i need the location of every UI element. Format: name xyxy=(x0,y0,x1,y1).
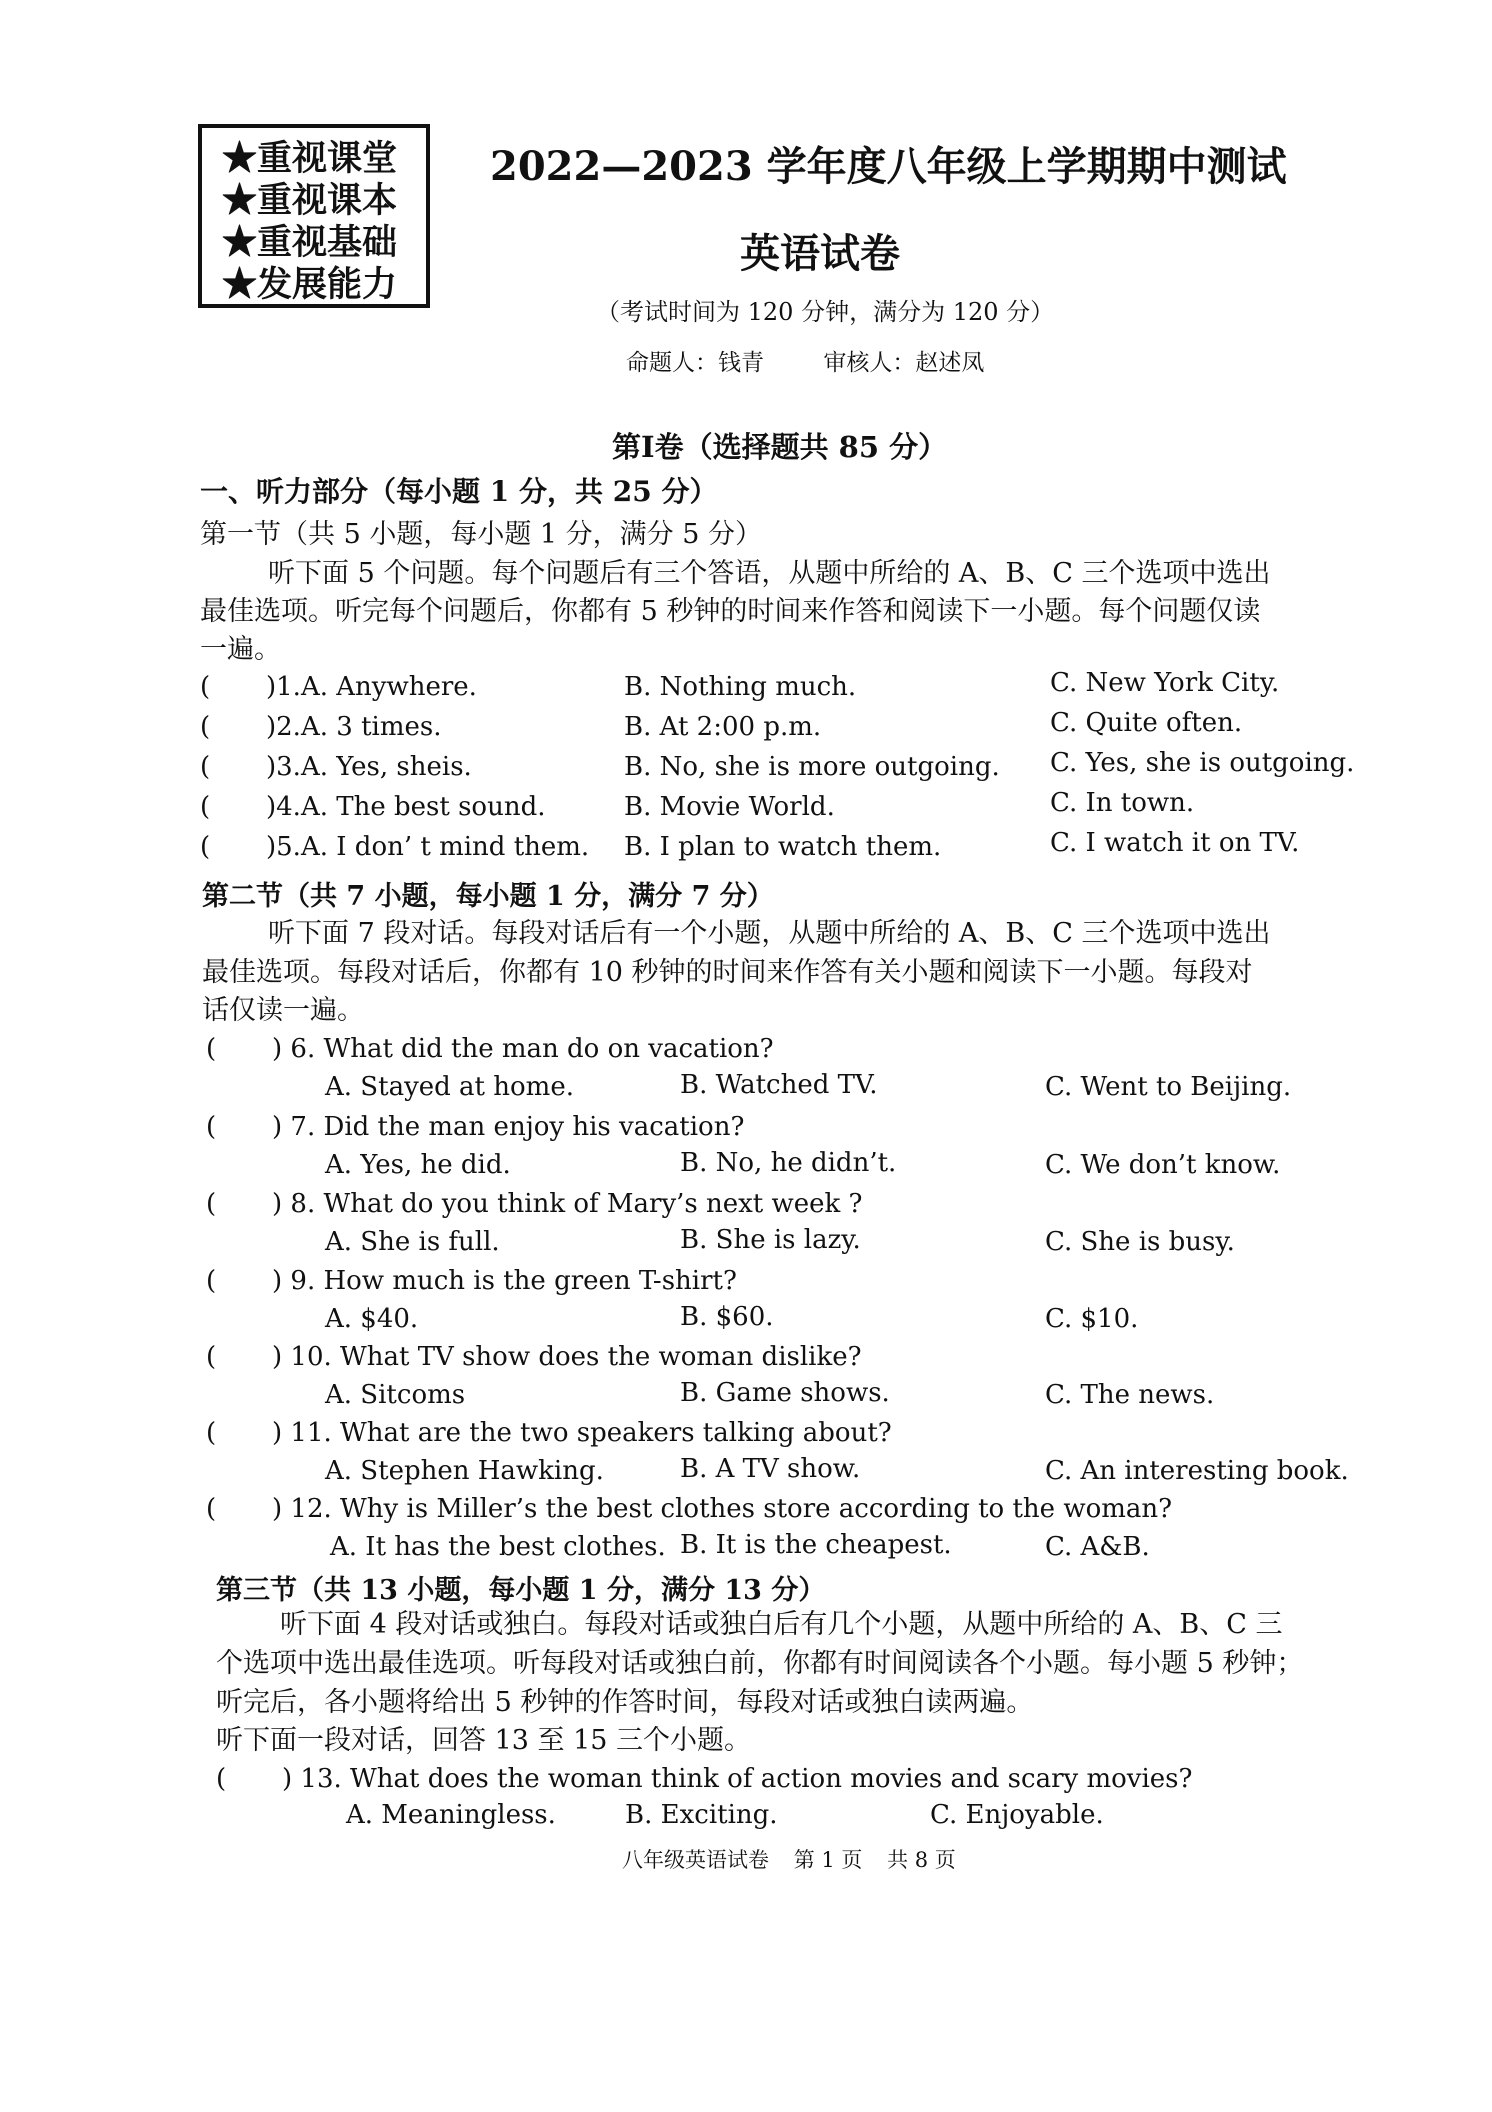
option-c: C. An interesting book. xyxy=(1045,1456,1349,1486)
option-c: C. We don’t know. xyxy=(1045,1150,1281,1180)
question-stem: ( ) 12. Why is Miller’s the best clothes store according to the woman? xyxy=(206,1494,1173,1524)
motto-line: ★发展能力 xyxy=(222,264,398,305)
option-c: C. New York City. xyxy=(1050,668,1280,698)
motto-line: ★重视基础 xyxy=(222,222,398,263)
motto-line: ★重视课本 xyxy=(222,180,398,221)
option-b: B. Exciting. xyxy=(625,1800,778,1830)
question-row: ( )3.A. Yes, sheis. xyxy=(200,752,472,782)
option-c: C. I watch it on TV. xyxy=(1050,828,1300,858)
section3-instr-line: 听下面 4 段对话或独白。每段对话或独白后有几个小题，从题中所给的 A、B、C 三 xyxy=(280,1609,1283,1640)
option-a: A. Stephen Hawking. xyxy=(325,1456,604,1486)
question-row: ( )1.A. Anywhere. xyxy=(200,672,477,702)
option-a: A. Stayed at home. xyxy=(325,1072,574,1102)
question-stem: ( ) 6. What did the man do on vacation? xyxy=(206,1034,774,1064)
option-b: B. Game shows. xyxy=(680,1378,890,1408)
section1-instr-line: 一遍。 xyxy=(200,634,281,665)
option-c: C. Yes, she is outgoing. xyxy=(1050,748,1355,778)
setter: 命题人：钱青 xyxy=(626,350,764,376)
section3-instr-line: 听下面一段对话，回答 13 至 15 三个小题。 xyxy=(216,1725,752,1756)
part-heading: 一、听力部分（每小题 1 分，共 25 分） xyxy=(200,475,718,508)
exam-title: 2022—2023 学年度八年级上学期期中测试 xyxy=(490,143,1287,190)
section3-title: 第三节（共 13 小题，每小题 1 分，满分 13 分） xyxy=(216,1575,826,1606)
option-b: B. Movie World. xyxy=(624,792,835,822)
question-row: ( )5.A. I don’ t mind them. xyxy=(200,832,590,862)
option-c: C. The news. xyxy=(1045,1380,1215,1410)
option-b: B. At 2:00 p.m. xyxy=(624,712,822,742)
option-c: C. Quite often. xyxy=(1050,708,1243,738)
option-c: C. Enjoyable. xyxy=(930,1800,1104,1830)
question-row: ( )2.A. 3 times. xyxy=(200,712,442,742)
footer-label: 八年级英语试卷 xyxy=(622,1848,769,1872)
question-stem: ( ) 8. What do you think of Mary’s next week ? xyxy=(206,1189,863,1219)
option-b: B. No, he didn’t. xyxy=(680,1148,897,1178)
section1-instr-line: 最佳选项。听完每个问题后，你都有 5 秒钟的时间来作答和阅读下一小题。每个问题仅读 xyxy=(200,596,1261,627)
section2-instr-line: 最佳选项。每段对话后，你都有 10 秒钟的时间来作答有关小题和阅读下一小题。每段对 xyxy=(202,957,1253,988)
option-b: B. No, she is more outgoing. xyxy=(624,752,1000,782)
option-a: A. Yes, he did. xyxy=(325,1150,511,1180)
motto-stamp xyxy=(198,124,430,308)
question-stem: ( ) 9. How much is the green T-shirt? xyxy=(206,1266,737,1296)
option-a: A. It has the best clothes. xyxy=(330,1532,666,1562)
option-b: B. Nothing much. xyxy=(624,672,857,702)
reviewer: 审核人：赵述凤 xyxy=(823,350,985,376)
option-b: B. She is lazy. xyxy=(680,1225,861,1255)
footer-page: 第 1 页 xyxy=(793,1848,863,1872)
option-a: A. She is full. xyxy=(325,1227,500,1257)
option-a: A. $40. xyxy=(325,1304,419,1334)
section3-instr-line: 个选项中选出最佳选项。听每段对话或独白前，你都有时间阅读各个小题。每小题 5 秒钟； xyxy=(216,1648,1304,1679)
exam-info: （考试时间为 120 分钟，满分为 120 分） xyxy=(596,298,1055,326)
option-c: C. Went to Beijing. xyxy=(1045,1072,1292,1102)
section1-instr-line: 听下面 5 个问题。每个问题后有三个答语，从题中所给的 A、B、C 三个选项中选出 xyxy=(268,558,1271,589)
exam-subtitle: 英语试卷 xyxy=(740,230,900,277)
question-stem: ( ) 7. Did the man enjoy his vacation? xyxy=(206,1112,745,1142)
option-c: C. $10. xyxy=(1045,1304,1139,1334)
volume-header: 第Ⅰ卷（选择题共 85 分） xyxy=(612,430,948,464)
question-stem: ( ) 11. What are the two speakers talking about? xyxy=(206,1418,892,1448)
authors-line xyxy=(626,344,1036,377)
section3-instr-line: 听完后，各小题将给出 5 秒钟的作答时间，每段对话或独白读两遍。 xyxy=(216,1687,1034,1718)
option-c: C. A&B. xyxy=(1045,1532,1150,1562)
option-b: B. I plan to watch them. xyxy=(624,832,942,862)
option-b: B. A TV show. xyxy=(680,1454,861,1484)
option-a: A. Meaningless. xyxy=(346,1800,556,1830)
page-footer xyxy=(622,1844,974,1874)
question-stem: ( ) 10. What TV show does the woman dislike? xyxy=(206,1342,862,1372)
option-c: C. She is busy. xyxy=(1045,1227,1235,1257)
section1-title: 第一节（共 5 小题，每小题 1 分，满分 5 分） xyxy=(200,519,763,550)
option-b: B. $60. xyxy=(680,1302,774,1332)
question-stem: ( ) 13. What does the woman think of action movies and scary movies? xyxy=(216,1764,1193,1794)
section2-instr-line: 话仅读一遍。 xyxy=(202,995,364,1026)
option-b: B. Watched TV. xyxy=(680,1070,878,1100)
section2-title: 第二节（共 7 小题，每小题 1 分，满分 7 分） xyxy=(202,881,774,912)
question-row: ( )4.A. The best sound. xyxy=(200,792,546,822)
footer-total: 共 8 页 xyxy=(887,1848,956,1872)
option-b: B. It is the cheapest. xyxy=(680,1530,952,1560)
option-c: C. In town. xyxy=(1050,788,1195,818)
section2-instr-line: 听下面 7 段对话。每段对话后有一个小题，从题中所给的 A、B、C 三个选项中选出 xyxy=(268,918,1271,949)
option-a: A. Sitcoms xyxy=(325,1380,466,1410)
motto-line: ★重视课堂 xyxy=(222,138,398,179)
